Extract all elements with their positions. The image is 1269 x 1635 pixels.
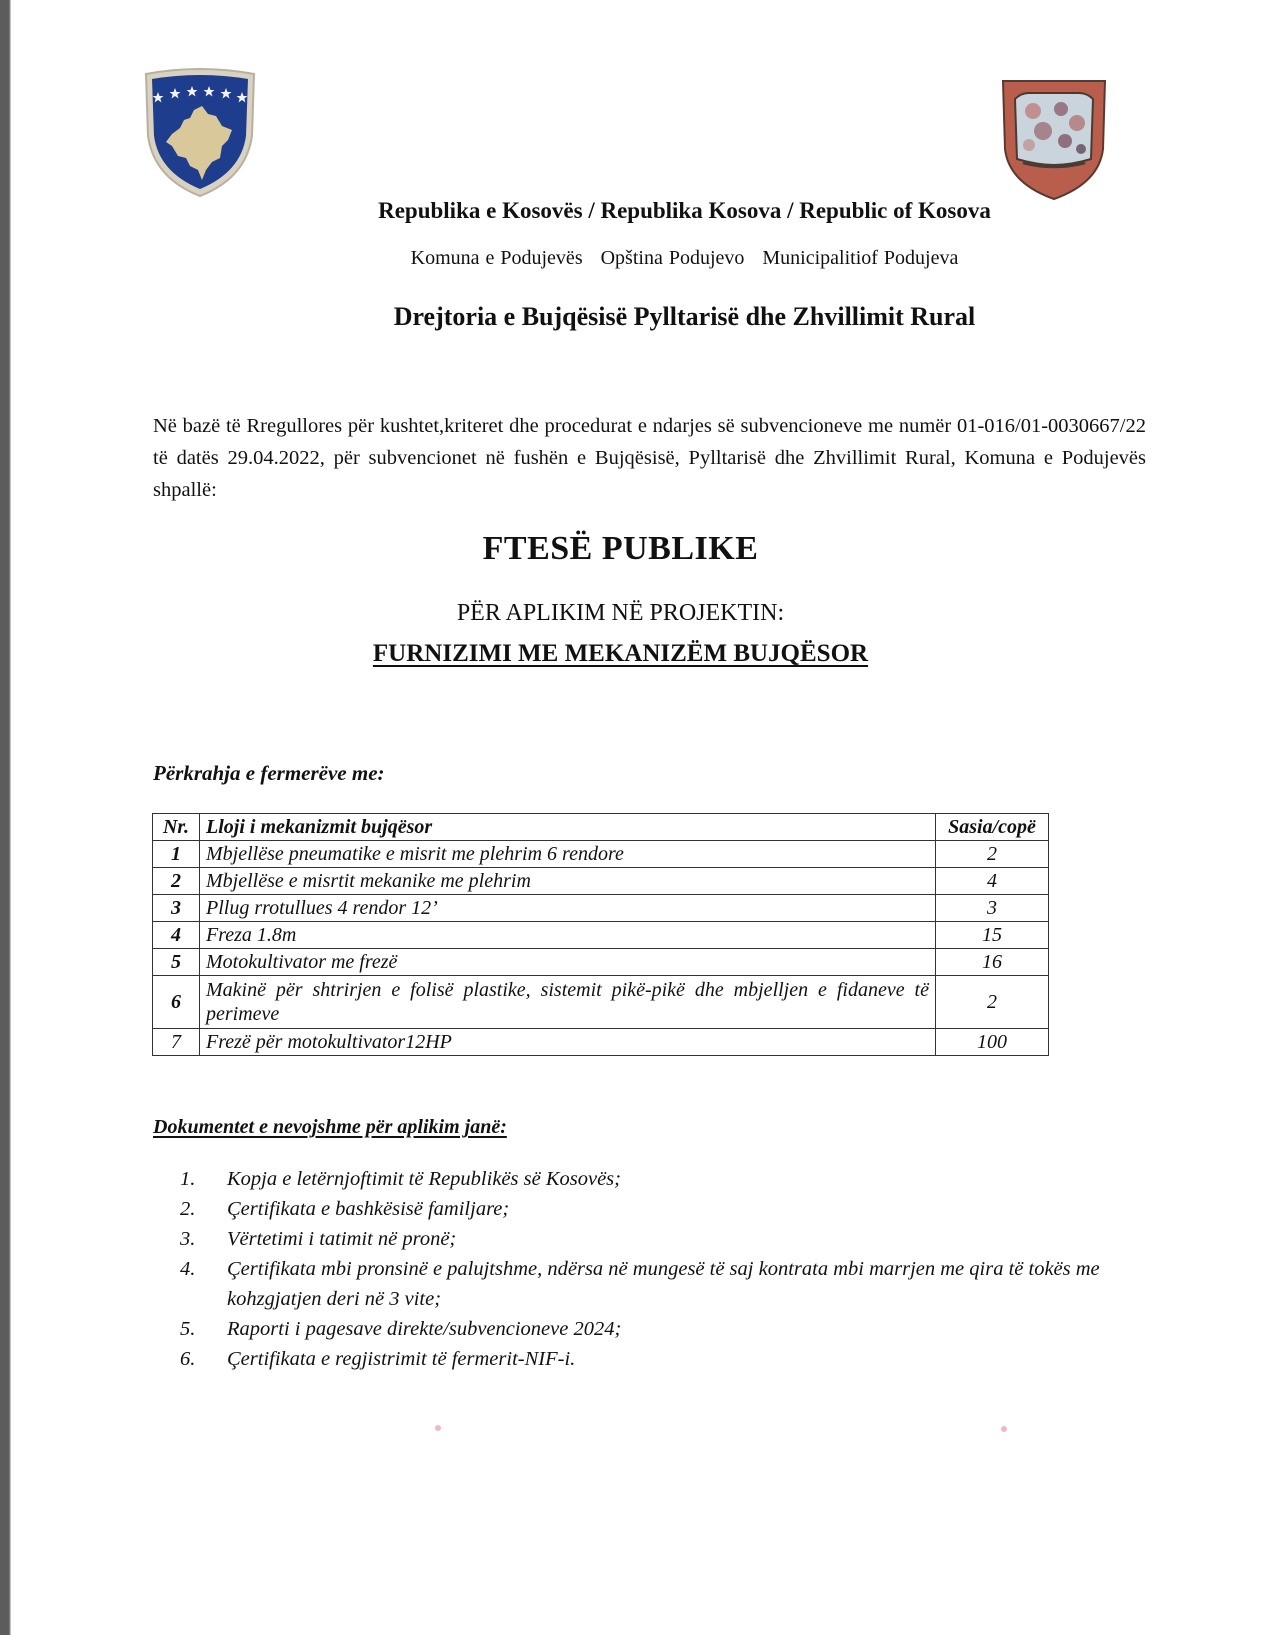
column-header-nr: Nr. (153, 814, 200, 841)
row-type: Mbjellëse e misrtit mekanike me plehrim (200, 868, 936, 895)
row-quantity: 15 (936, 922, 1049, 949)
row-number: 1 (153, 841, 200, 868)
municipality-names (50, 247, 1269, 270)
list-item-number: 4. (180, 1258, 196, 1280)
document-title: FTESË PUBLIKE (482, 530, 759, 567)
required-documents-list (180, 1164, 1140, 1374)
row-type: Motokultivator me frezë (200, 949, 936, 976)
row-quantity: 3 (936, 895, 1049, 922)
column-header-type: Lloji i mekanizmit bujqësor (200, 814, 936, 841)
row-number: 2 (153, 868, 200, 895)
list-item (180, 1344, 1140, 1374)
list-item (180, 1164, 1140, 1194)
directorate-title: Drejtoria e Bujqësisë Pylltarisë dhe Zhvillimit Rural (393, 302, 976, 331)
table-row (153, 949, 1049, 976)
row-number: 4 (153, 922, 200, 949)
table-row (153, 922, 1049, 949)
row-number: 5 (153, 949, 200, 976)
list-item (180, 1224, 1140, 1254)
row-quantity: 2 (936, 841, 1049, 868)
scan-speck (435, 1425, 441, 1431)
list-item (180, 1314, 1140, 1344)
municipality-name-albanian: Komuna e Podujevës (410, 247, 583, 269)
podujeva-coat-of-arms-icon (1001, 79, 1107, 201)
required-documents-heading: Dokumentet e nevojshme për aplikim janë: (153, 1116, 507, 1138)
row-type: Pllug rrotullues 4 rendor 12’ (200, 895, 936, 922)
document-subtitle: PËR APLIKIM NË PROJEKTIN: (456, 600, 785, 626)
table-row (153, 895, 1049, 922)
row-type: Makinë për shtrirjen e folisë plastike, sistemit pikë-pikë dhe mbjelljen e fidaneve të perimeve (200, 976, 936, 1029)
list-item-text: Çertifikata e regjistrimit të fermerit-NIF-i. (227, 1348, 576, 1370)
row-quantity: 4 (936, 868, 1049, 895)
table-row (153, 841, 1049, 868)
page-edge-shadow (0, 0, 11, 1635)
column-header-quantity: Sasia/copë (936, 814, 1049, 841)
row-quantity: 16 (936, 949, 1049, 976)
municipality-name-serbian: Opština Podujevo (600, 247, 745, 269)
row-quantity: 2 (936, 976, 1049, 1029)
list-item-number: 1. (180, 1168, 196, 1190)
table-header-row (153, 814, 1049, 841)
list-item-text: Kopja e letërnjoftimit të Republikës së Kosovës; (227, 1168, 621, 1190)
table-row (153, 1029, 1049, 1056)
list-item (180, 1254, 1140, 1314)
row-number: 3 (153, 895, 200, 922)
list-item-number: 6. (180, 1348, 196, 1370)
kosovo-coat-of-arms-icon (142, 66, 258, 198)
scan-speck (1001, 1426, 1007, 1432)
row-number: 7 (153, 1029, 200, 1056)
list-item-text: Çertifikata mbi pronsinë e palujtshme, ndërsa në mungesë të saj kontrata mbi marrjen me qira të tokës me kohzgjatjen deri në 3 vite; (227, 1258, 1100, 1310)
list-item-text: Çertifikata e bashkësisë familjare; (227, 1198, 510, 1220)
row-type: Freza 1.8m (200, 922, 936, 949)
list-item-number: 5. (180, 1318, 196, 1340)
row-quantity: 100 (936, 1029, 1049, 1056)
table-row (153, 868, 1049, 895)
list-item-number: 3. (180, 1228, 196, 1250)
row-number: 6 (153, 976, 200, 1029)
list-item-number: 2. (180, 1198, 196, 1220)
list-item-text: Raporti i pagesave direkte/subvencioneve 2024; (227, 1318, 622, 1340)
project-title (0, 640, 1241, 668)
table-row (153, 976, 1049, 1029)
row-type: Mbjellëse pneumatike e misrit me plehrim 6 rendore (200, 841, 936, 868)
support-heading: Përkrahja e fermerëve me: (153, 761, 385, 785)
municipality-name-english: Municipalitiof Podujeva (762, 247, 959, 269)
row-type: Frezë për motokultivator12HP (200, 1029, 936, 1056)
project-title-text: FURNIZIMI ME MEKANIZËM BUJQËSOR (372, 640, 869, 667)
mechanization-table (152, 813, 1049, 1056)
intro-paragraph: Në bazë të Rregullores për kushtet,kriteret dhe procedurat e ndarjes së subvencioneve me numër 01-016/01-0030667/22 të datës 29.04.2022, për subvencionet në fushën e Bujqësisë, Pylltarisë dhe Zhvillimit Rural, Komuna e Podujevës shpallë: (153, 415, 1146, 501)
list-item (180, 1194, 1140, 1224)
list-item-text: Vërtetimi i tatimit në pronë; (227, 1228, 457, 1250)
state-title: Republika e Kosovës / Republika Kosova / Republic of Kosova (378, 198, 991, 223)
